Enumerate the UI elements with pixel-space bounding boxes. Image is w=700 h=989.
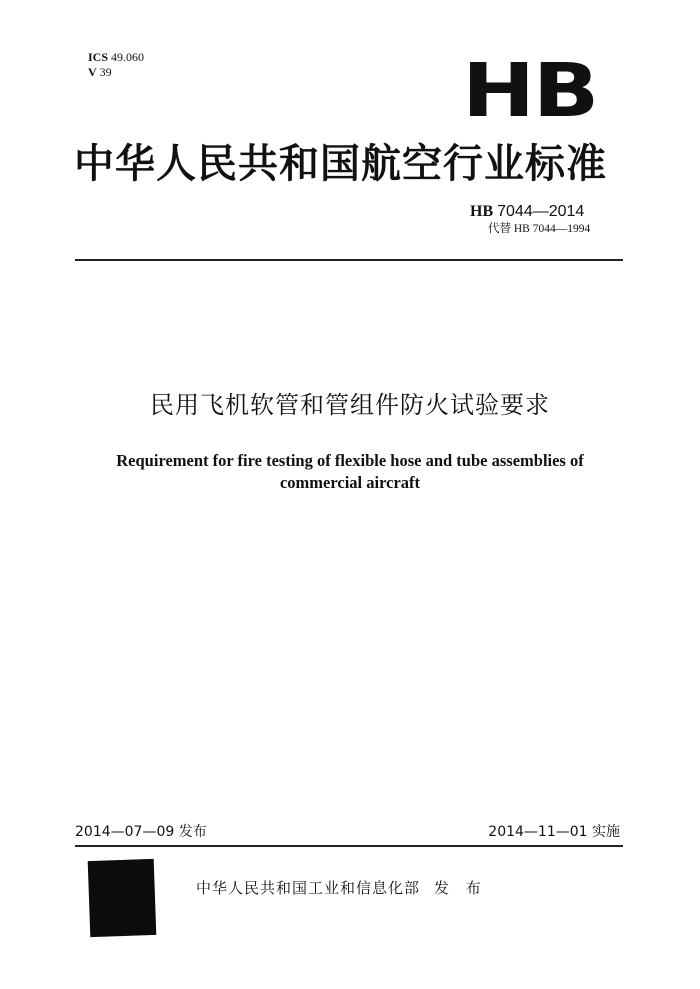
top-divider (75, 259, 623, 261)
document-title-en (0, 450, 700, 494)
standard-number-prefix: HB (470, 203, 494, 220)
effective-date: 2014—11—01 实施 (488, 824, 620, 840)
ics-label: ICS (88, 50, 109, 64)
issuer-name: 中华人民共和国工业和信息化部 (196, 879, 421, 897)
document-title-en-line1: Requirement for fire testing of flexible hose and tube assemblies of (116, 451, 584, 470)
bottom-divider (75, 845, 623, 847)
issue-date: 2014—07—09 发布 (75, 824, 207, 840)
document-title-en-line2: commercial aircraft (279, 473, 421, 492)
class-label: V (88, 65, 97, 79)
standard-number-value: 7044—2014 (497, 203, 585, 220)
publisher-seal (88, 859, 157, 937)
replaces-note: 代替 HB 7044—1994 (488, 223, 591, 235)
issuer-line (196, 878, 487, 898)
class-code: 39 (99, 65, 112, 79)
ics-code: 49.060 (111, 50, 145, 64)
ics-block (88, 50, 144, 80)
document-title-cn: 民用飞机软管和管组件防火试验要求 (150, 391, 550, 419)
standard-title: 中华人民共和国航空行业标准 (74, 141, 607, 187)
hb-logo: HB (462, 48, 597, 134)
issuer-action: 发 布 (434, 879, 487, 897)
standard-number (470, 203, 620, 221)
